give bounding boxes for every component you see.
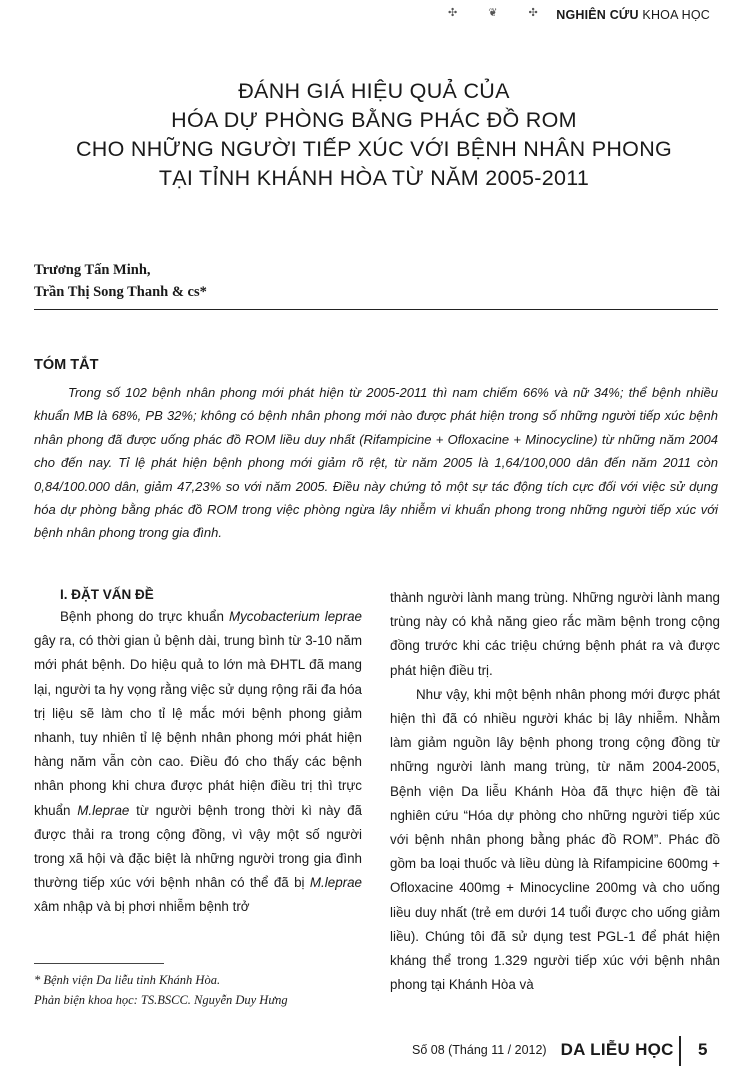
abstract-text: Trong số 102 bệnh nhân phong mới phát hiện từ 2005-2011 thì nam chiếm 66% và nữ 34%; thể bệnh nhiều khuẩn MB là 68%, PB 32%; không có bệnh nhân phong mới nào được phát hiện trong số những người tiếp xúc bệnh nhân phong đã được uống phác đồ ROM liều duy nhất (Rifampicine + Ofloxacine + Minocycline) từ những năm 2004 cho đến nay. Tỉ lệ phát hiện bệnh phong mới giảm rõ rệt, từ năm 2005 là 1,64/100,000 dân đến năm 2011 còn 0,84/100.000 dân, giảm 47,23% so với năm 2005. Điều này chứng tỏ một sự tác động tích cực đối với việc sử dụng hóa dự phòng bằng phác đồ ROM trong việc phòng ngừa lây nhiễm vi khuẩn phong trong những người tiếp xúc với bệnh nhân phong trong gia đình. [34,385,718,541]
species-name: M.leprae [77,802,130,818]
footer-divider [679,1036,681,1066]
issue-label: Số 08 (Tháng 11 / 2012) [412,1043,547,1057]
text-run: xâm nhập và bị phơi nhiễm bệnh trở [34,899,250,915]
title-line-2: HÓA DỰ PHÒNG BẰNG PHÁC ĐỒ ROM [171,108,577,132]
footnote-divider [34,963,164,964]
section-heading: I. ĐẶT VẤN ĐỀ [60,587,154,602]
authors [34,259,207,303]
author-line-1: Trương Tấn Minh, [34,262,151,278]
title-line-3: CHO NHỮNG NGƯỜI TIẾP XÚC VỚI BỆNH NHÂN PHONG [75,137,673,161]
author-line-2: Trần Thị Song Thanh & cs* [34,284,207,300]
footnote-reviewer: Phản biện khoa học: TS.BSCC. Nguyễn Duy Hưng [34,993,288,1007]
text-run: Bệnh phong do trực khuẩn [60,609,229,624]
text-run: gây ra, có thời gian ủ bệnh dài, trung bình từ 3-10 năm mới phát bệnh. Do hiệu quả to lớn mà ĐHTL đã mang lại, người ta hy vọng rằng việc sử dụng rộng rãi đa hóa trị liệu sẽ làm cho tỉ lệ mắc mới bệnh phong giảm nhanh, tuy nhiên tỉ lệ bệnh nhân phong mới phát hiện hàng năm vẫn còn cao. Điều đó cho thấy các bệnh nhân phong khi chưa được phát hiện điều trị thì trực khuẩn [34,633,362,818]
page-number: 5 [698,1040,708,1059]
paragraph-1-continued: thành người lành mang trùng. Những người lành mang trùng này có khả năng gieo rắc mầm bệnh trong cộng đồng trước khi các triệu chứng bệnh phát ra và được phát hiện điều trị. [390,590,720,678]
section-label-bold: NGHIÊN CỨU [556,8,639,22]
text-run: từ người bệnh trong thời kì này đã được thải ra trong cộng đồng, vì vậy một số người trong xã hội và đặc biệt là những người trong gia đình thường tiếp xúc với bệnh nhân có thể đã bị [34,802,362,891]
author-divider [34,309,718,310]
footnote [34,970,364,1010]
paragraph-1 [34,605,362,920]
paragraph-2: Như vậy, khi một bệnh nhân phong mới được phát hiện thì đã có nhiều người khác bị lây nhiễm. Nhằm làm giảm nguồn lây bệnh phong trong cộng đồng từ những người lành mang trùng, từ năm 2004-2005, Bệnh viện Da liễu Khánh Hòa đã thực hiện đề tài nghiên cứu “Hóa dự phòng cho những người tiếp xúc với bệnh nhân phong bằng phác đồ ROM”. Phác đồ gồm ba loại thuốc và liều dùng là Rifampicine 600mg + Ofloxacine 400mg + Minocycline 200mg và cho uống liều duy nhất (trẻ em dưới 14 tuổi được cho uống giảm liều). Chúng tôi đã sử dụng test PGL-1 để phát hiện kháng thể trong 1.329 người tiếp xúc với bệnh nhân phong tại Khánh Hòa và [390,686,720,993]
journal-name: DA LIỄU HỌC [560,1040,674,1059]
article-title [0,77,748,193]
section-label-rest: KHOA HỌC [638,8,710,22]
right-column [390,586,720,997]
header-ornament: ✣ ❦ ✣ [448,7,552,19]
species-name: Mycobacterium leprae [228,609,362,624]
footnote-affiliation: * Bệnh viện Da liễu tỉnh Khánh Hòa. [34,973,221,987]
section-label [556,8,710,22]
abstract-heading: TÓM TẮT [34,357,99,373]
species-name: M.leprae [309,875,362,891]
title-line-4: TẠI TỈNH KHÁNH HÒA TỪ NĂM 2005-2011 [158,166,590,190]
page-footer [412,1040,674,1060]
left-column [34,585,362,920]
title-line-1: ĐÁNH GIÁ HIỆU QUẢ CỦA [238,79,510,103]
